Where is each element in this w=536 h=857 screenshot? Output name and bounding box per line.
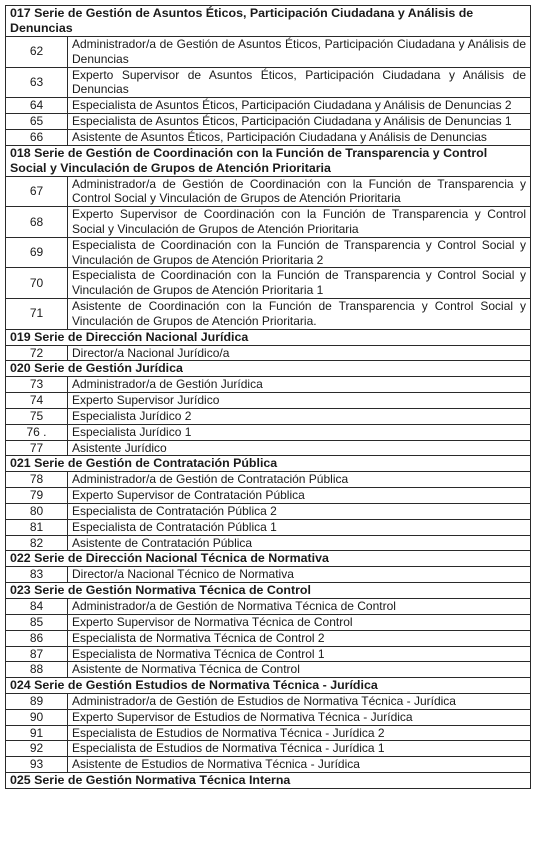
position-title: Administrador/a de Gestión de Coordinación con la Función de Transparencia y Control Social y Vinculación de Grupos de Atención Prioritaria xyxy=(68,176,531,207)
table-row xyxy=(6,129,531,145)
table-row xyxy=(6,298,531,329)
position-title: Experto Supervisor de Contratación Pública xyxy=(68,488,531,504)
position-title: Especialista de Normativa Técnica de Control 2 xyxy=(68,630,531,646)
position-title: Experto Supervisor Jurídico xyxy=(68,393,531,409)
position-title: Especialista de Coordinación con la Función de Transparencia y Control Social y Vinculación de Grupos de Atención Prioritaria 2 xyxy=(68,237,531,268)
table-row xyxy=(6,176,531,207)
table-row xyxy=(6,662,531,678)
position-title: Asistente de Asuntos Éticos, Participación Ciudadana y Análisis de Denuncias xyxy=(68,129,531,145)
table-row xyxy=(6,424,531,440)
position-number: 93 xyxy=(6,757,68,773)
position-number: 68 xyxy=(6,207,68,238)
position-title: Especialista de Contratación Pública 2 xyxy=(68,503,531,519)
position-number: 87 xyxy=(6,646,68,662)
table-row xyxy=(6,408,531,424)
series-title: 021 Serie de Gestión de Contratación Pública xyxy=(6,456,531,472)
position-title: Especialista de Estudios de Normativa Técnica - Jurídica 2 xyxy=(68,725,531,741)
table-row xyxy=(6,207,531,238)
table-row xyxy=(6,345,531,361)
position-title: Especialista Jurídico 2 xyxy=(68,408,531,424)
position-title: Administrador/a de Gestión de Contratación Pública xyxy=(68,472,531,488)
series-title: 025 Serie de Gestión Normativa Técnica Interna xyxy=(6,773,531,789)
position-title: Administrador/a de Gestión de Asuntos Éticos, Participación Ciudadana y Análisis de Denuncias xyxy=(68,37,531,68)
position-title: Especialista de Normativa Técnica de Control 1 xyxy=(68,646,531,662)
position-number: 70 xyxy=(6,268,68,299)
series-header-row xyxy=(6,773,531,789)
table-row xyxy=(6,519,531,535)
table-row xyxy=(6,630,531,646)
position-title: Especialista de Asuntos Éticos, Participación Ciudadana y Análisis de Denuncias 2 xyxy=(68,98,531,114)
position-number: 89 xyxy=(6,694,68,710)
position-number: 65 xyxy=(6,113,68,129)
table-row xyxy=(6,741,531,757)
table-row xyxy=(6,37,531,68)
position-title: Experto Supervisor de Normativa Técnica de Control xyxy=(68,614,531,630)
position-number: 67 xyxy=(6,176,68,207)
position-number: 71 xyxy=(6,298,68,329)
position-number: 66 xyxy=(6,129,68,145)
series-header-row xyxy=(6,456,531,472)
series-title: 017 Serie de Gestión de Asuntos Éticos, Participación Ciudadana y Análisis de Denuncias xyxy=(6,6,531,37)
series-header-row xyxy=(6,6,531,37)
table-row xyxy=(6,237,531,268)
position-title: Experto Supervisor de Asuntos Éticos, Participación Ciudadana y Análisis de Denuncias xyxy=(68,67,531,98)
table-row xyxy=(6,268,531,299)
table-row xyxy=(6,694,531,710)
position-title: Administrador/a de Gestión de Normativa Técnica de Control xyxy=(68,599,531,615)
table-row xyxy=(6,567,531,583)
series-title: 020 Serie de Gestión Jurídica xyxy=(6,361,531,377)
position-title: Administrador/a de Gestión de Estudios de Normativa Técnica - Jurídica xyxy=(68,694,531,710)
position-title: Especialista de Contratación Pública 1 xyxy=(68,519,531,535)
position-number: 86 xyxy=(6,630,68,646)
position-number: 90 xyxy=(6,709,68,725)
position-title: Asistente Jurídico xyxy=(68,440,531,456)
table-row xyxy=(6,709,531,725)
table-row xyxy=(6,67,531,98)
position-number: 76 . xyxy=(6,424,68,440)
position-number: 75 xyxy=(6,408,68,424)
position-number: 74 xyxy=(6,393,68,409)
series-title: 023 Serie de Gestión Normativa Técnica de Control xyxy=(6,583,531,599)
position-title: Director/a Nacional Técnico de Normativa xyxy=(68,567,531,583)
series-header-row xyxy=(6,551,531,567)
job-series-table-body xyxy=(6,6,531,789)
table-row xyxy=(6,377,531,393)
position-title: Asistente de Estudios de Normativa Técnica - Jurídica xyxy=(68,757,531,773)
position-number: 78 xyxy=(6,472,68,488)
table-row xyxy=(6,440,531,456)
position-number: 80 xyxy=(6,503,68,519)
position-number: 84 xyxy=(6,599,68,615)
series-header-row xyxy=(6,329,531,345)
table-row xyxy=(6,535,531,551)
table-row xyxy=(6,599,531,615)
series-title: 024 Serie de Gestión Estudios de Normativa Técnica - Jurídica xyxy=(6,678,531,694)
position-title: Asistente de Coordinación con la Función de Transparencia y Control Social y Vinculación de Grupos de Atención Prioritaria. xyxy=(68,298,531,329)
position-title: Experto Supervisor de Coordinación con la Función de Transparencia y Control Social y Vinculación de Grupos de Atención Prioritaria xyxy=(68,207,531,238)
position-number: 88 xyxy=(6,662,68,678)
position-number: 62 xyxy=(6,37,68,68)
position-title: Especialista de Coordinación con la Función de Transparencia y Control Social y Vinculación de Grupos de Atención Prioritaria 1 xyxy=(68,268,531,299)
series-header-row xyxy=(6,583,531,599)
series-title: 018 Serie de Gestión de Coordinación con la Función de Transparencia y Control Social y Vinculación de Grupos de Atención Prioritaria xyxy=(6,145,531,176)
position-number: 92 xyxy=(6,741,68,757)
series-header-row xyxy=(6,361,531,377)
table-row xyxy=(6,98,531,114)
table-row xyxy=(6,472,531,488)
position-number: 85 xyxy=(6,614,68,630)
position-title: Director/a Nacional Jurídico/a xyxy=(68,345,531,361)
position-title: Experto Supervisor de Estudios de Normativa Técnica - Jurídica xyxy=(68,709,531,725)
series-title: 022 Serie de Dirección Nacional Técnica de Normativa xyxy=(6,551,531,567)
series-header-row xyxy=(6,678,531,694)
position-number: 79 xyxy=(6,488,68,504)
position-number: 69 xyxy=(6,237,68,268)
position-number: 77 xyxy=(6,440,68,456)
table-row xyxy=(6,614,531,630)
table-row xyxy=(6,113,531,129)
position-title: Administrador/a de Gestión Jurídica xyxy=(68,377,531,393)
table-row xyxy=(6,488,531,504)
table-row xyxy=(6,646,531,662)
series-title: 019 Serie de Dirección Nacional Jurídica xyxy=(6,329,531,345)
position-title: Especialista Jurídico 1 xyxy=(68,424,531,440)
position-title: Asistente de Contratación Pública xyxy=(68,535,531,551)
job-series-table xyxy=(5,5,531,789)
position-number: 73 xyxy=(6,377,68,393)
position-title: Asistente de Normativa Técnica de Control xyxy=(68,662,531,678)
table-row xyxy=(6,503,531,519)
position-number: 81 xyxy=(6,519,68,535)
table-row xyxy=(6,757,531,773)
position-number: 64 xyxy=(6,98,68,114)
table-row xyxy=(6,725,531,741)
position-title: Especialista de Estudios de Normativa Técnica - Jurídica 1 xyxy=(68,741,531,757)
position-number: 91 xyxy=(6,725,68,741)
position-number: 63 xyxy=(6,67,68,98)
series-header-row xyxy=(6,145,531,176)
position-number: 83 xyxy=(6,567,68,583)
position-title: Especialista de Asuntos Éticos, Participación Ciudadana y Análisis de Denuncias 1 xyxy=(68,113,531,129)
position-number: 82 xyxy=(6,535,68,551)
position-number: 72 xyxy=(6,345,68,361)
table-row xyxy=(6,393,531,409)
